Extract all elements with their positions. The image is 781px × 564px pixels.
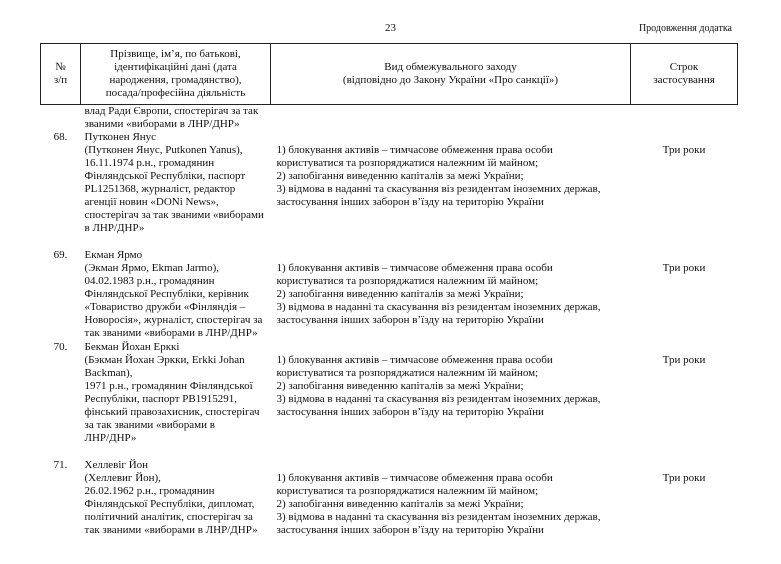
cell-measure xyxy=(271,105,631,132)
measure-line: 1) блокування активів – тимчасове обмеження права особи xyxy=(276,354,553,366)
cell-measure xyxy=(271,459,631,564)
measure-line: 2) запобігання виведенню капіталів за межі України; xyxy=(276,288,524,300)
measure-line: 1) блокування активів – тимчасове обмеження права особи xyxy=(276,262,553,274)
table-row xyxy=(41,459,738,564)
header-measure xyxy=(271,44,631,105)
header-measure-line: Вид обмежувального заходу xyxy=(384,61,517,73)
cell-measure xyxy=(271,249,631,341)
measure-line: 3) відмова в наданні та скасування віз резидентам іноземних держав, xyxy=(276,393,601,405)
person-line: Новоросія», журналіст, спостерігач за xyxy=(84,314,263,326)
header-term-line: Строк xyxy=(669,61,699,73)
person-line: так званими «виборами в ЛНР/ДНР» xyxy=(84,327,258,339)
person-line: (Бэкман Йохан Эркки, Erkki Johan xyxy=(84,354,245,366)
measure-line: 1) блокування активів – тимчасове обмеження права особи xyxy=(276,472,553,484)
person-line: (Хеллевиг Йон), xyxy=(84,472,161,484)
sanctions-table xyxy=(40,43,738,564)
measure-line: застосування інших заборон в’їзду на територію України xyxy=(276,314,544,326)
header-measure-line: (відповідно до Закону України «Про санкції») xyxy=(342,74,559,86)
measure-line: 2) запобігання виведенню капіталів за межі України; xyxy=(276,170,524,182)
cell-person xyxy=(81,249,271,341)
cell-num: 69. xyxy=(53,249,68,261)
person-line: 04.02.1983 р.н., громадянин xyxy=(84,275,215,287)
person-line: влад Ради Європи, спостерігач за так xyxy=(84,105,259,117)
person-line: Фінляндської Республіки, паспорт xyxy=(84,170,246,182)
header-num-line: № xyxy=(55,61,66,73)
page-number: 23 xyxy=(385,22,396,34)
person-line: так званими «виборами в ЛНР/ДНР» xyxy=(84,524,258,536)
person-line: 26.02.1962 р.н., громадянин xyxy=(84,485,215,497)
cell-num: 70. xyxy=(53,341,68,353)
measure-line: 1) блокування активів – тимчасове обмеження права особи xyxy=(276,144,553,156)
cell-term: Три роки xyxy=(662,144,706,156)
measure-line: 2) запобігання виведенню капіталів за межі України; xyxy=(276,380,524,392)
person-line: Хеллевіг Йон xyxy=(84,459,149,471)
measure-line: 2) запобігання виведенню капіталів за межі України; xyxy=(276,498,524,510)
header-num-line: з/п xyxy=(53,74,68,86)
person-line: (Путконен Янус, Putkonen Yanus), xyxy=(84,144,243,156)
header-person-line: Прізвище, ім’я, по батькові, xyxy=(110,48,241,60)
table-row xyxy=(41,341,738,459)
cell-num: 68. xyxy=(53,131,68,143)
cell-person xyxy=(81,341,271,459)
cell-term: Три роки xyxy=(662,472,706,484)
cell-person xyxy=(81,131,271,249)
header-person-line: ідентифікаційні дані (дата xyxy=(114,61,237,73)
person-line: 16.11.1974 р.н., громадянин xyxy=(84,157,215,169)
person-line: за так званими «виборами в xyxy=(84,419,215,431)
measure-line: 3) відмова в наданні та скасування віз резидентам іноземних держав, xyxy=(276,511,601,523)
header-person xyxy=(81,44,271,105)
measure-line: застосування інших заборон в’їзду на територію України xyxy=(276,524,544,536)
person-line: (Экман Ярмо, Ekman Jarmo), xyxy=(84,262,220,274)
cell-measure xyxy=(271,131,631,249)
measure-line: користуватися та розпоряджатися належним їй майном; xyxy=(276,275,539,287)
person-line: Backman), xyxy=(84,367,133,379)
person-line: Республіки, паспорт PB1915291, xyxy=(84,393,238,405)
person-line: Екман Ярмо xyxy=(84,249,143,261)
cell-term xyxy=(631,105,738,132)
measure-line: застосування інших заборон в’їзду на територію України xyxy=(276,406,544,418)
person-line: Фінляндської Республіки, керівник xyxy=(84,288,249,300)
cell-person xyxy=(81,105,271,132)
person-line: Бекман Йохан Ерккі xyxy=(84,341,180,353)
cell-person xyxy=(81,459,271,564)
table-row xyxy=(41,131,738,249)
person-line: агенції новин «DONi News», xyxy=(84,196,219,208)
person-line: званими «виборами в ЛНР/ДНР» xyxy=(84,118,240,130)
header-person-line: посада/професійна діяльність xyxy=(105,87,246,99)
cell-measure xyxy=(271,341,631,459)
person-line: в ЛНР/ДНР» xyxy=(84,222,145,234)
measure-line: користуватися та розпоряджатися належним їй майном; xyxy=(276,485,539,497)
cell-term: Три роки xyxy=(662,262,706,274)
header-num xyxy=(41,44,81,105)
measure-line: користуватися та розпоряджатися належним їй майном; xyxy=(276,367,539,379)
table-header-row xyxy=(41,44,738,105)
person-line: 1971 р.н., громадянин Фінляндської xyxy=(84,380,253,392)
header-term-line: застосування xyxy=(653,74,715,86)
measure-line: користуватися та розпоряджатися належним їй майном; xyxy=(276,157,539,169)
cell-num: 71. xyxy=(53,459,68,471)
person-line: ЛНР/ДНР» xyxy=(84,432,137,444)
measure-line: 3) відмова в наданні та скасування віз резидентам іноземних держав, xyxy=(276,301,601,313)
cell-term: Три роки xyxy=(662,354,706,366)
measure-line: застосування інших заборон в’їзду на територію України xyxy=(276,196,544,208)
header-person-line: народження, громадянство), xyxy=(109,74,242,86)
continuation-label: Продовження додатка xyxy=(638,23,732,34)
measure-line: 3) відмова в наданні та скасування віз резидентам іноземних держав, xyxy=(276,183,601,195)
header-term xyxy=(631,44,738,105)
person-line: політичний аналітик, спостерігач за xyxy=(84,511,253,523)
table-row-continued xyxy=(41,105,738,132)
cell-num xyxy=(41,105,81,132)
person-line: фінський правозахисник, спостерігач xyxy=(84,406,260,418)
person-line: Путконен Янус xyxy=(84,131,157,143)
person-line: PL1251368, журналіст, редактор xyxy=(84,183,236,195)
table-row xyxy=(41,249,738,341)
person-line: «Товариство дружби «Фінляндія – xyxy=(84,301,246,313)
person-line: Фінляндської Республіки, дипломат, xyxy=(84,498,255,510)
person-line: спостерігач за так званими «виборами xyxy=(84,209,264,221)
